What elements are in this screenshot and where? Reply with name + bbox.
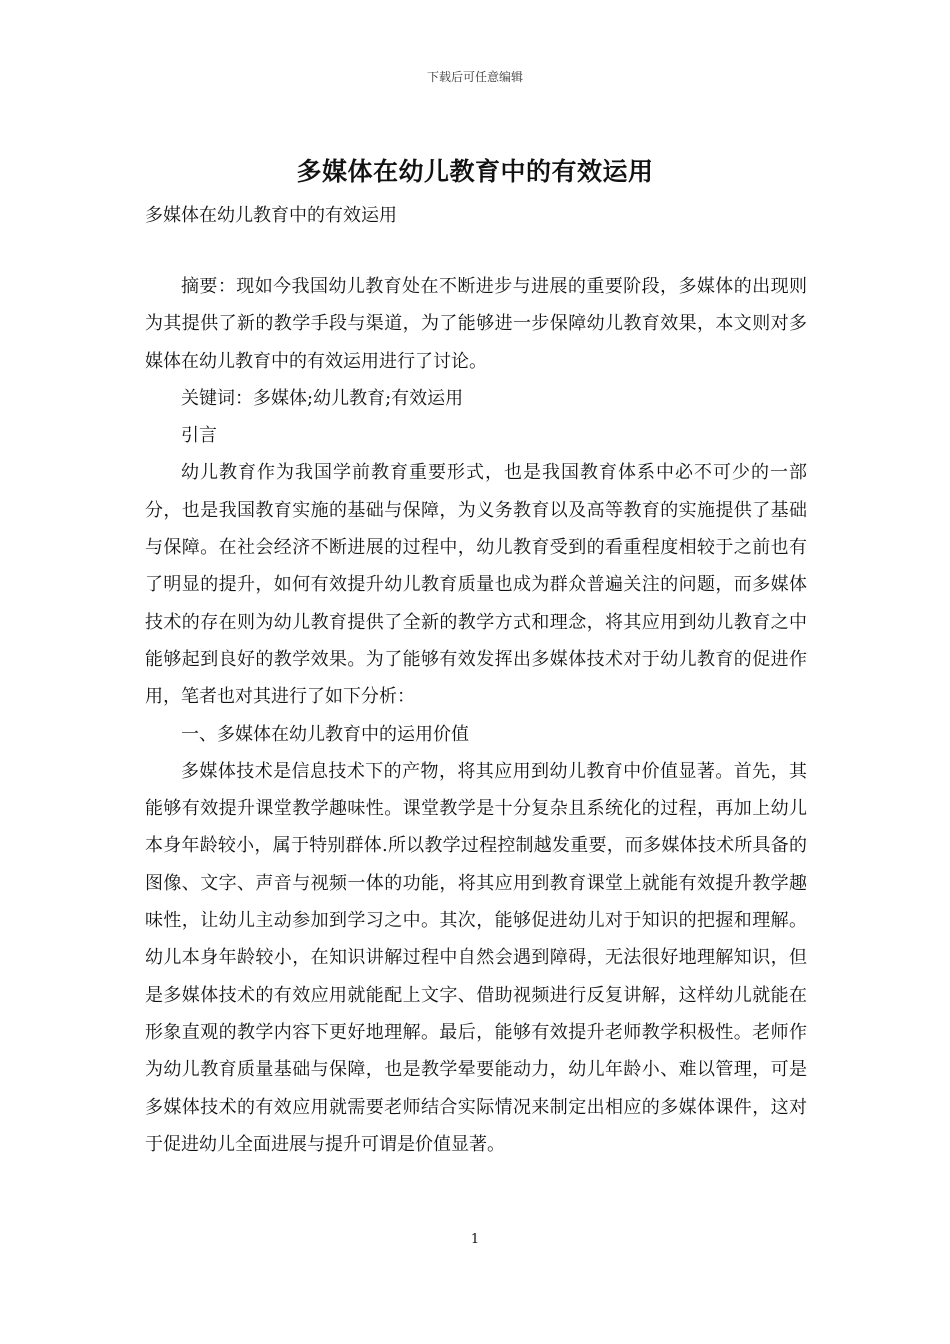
section-paragraph: 多媒体技术是信息技术下的产物，将其应用到幼儿教育中价值显著。首先，其能够有效提升课堂教学趣味性。课堂教学是十分复杂且系统化的过程，再加上幼儿本身年龄较小，属于特别群体.所以教学过程控制越发重要，而多媒体技术所具备的图像、文字、声音与视频一体的功能，将其应用到教育课堂上就能有效提升教学趣味性，让幼儿主动参加到学习之中。其次，能够促进幼儿对于知识的把握和理解。幼儿本身年龄较小，在知识讲解过程中自然会遇到障碍，无法很好地理解知识，但是多媒体技术的有效应用就能配上文字、借助视频进行反复讲解，这样幼儿就能在形象直观的教学内容下更好地理解。最后，能够有效提升老师教学积极性。老师作为幼儿教育质量基础与保障，也是教学晕要能动力，幼儿年龄小、难以管理，可是多媒体技术的有效应用就需要老师结合实际情况来制定出相应的多媒体课件，这对于促进幼儿全面进展与提升可谓是价值显著。 (145, 760, 807, 1155)
abstract-paragraph: 摘要：现如今我国幼儿教育处在不断进步与进展的重要阶段，多媒体的出现则为其提供了新的教学手段与渠道，为了能够进一步保障幼儿教育效果，本文则对多媒体在幼儿教育中的有效运用进行了讨论。 (145, 276, 807, 372)
document-subtitle: 多媒体在幼儿教育中的有效运用 (145, 205, 397, 226)
introduction-paragraph: 幼儿教育作为我国学前教育重要形式，也是我国教育体系中必不可少的一部分，也是我国教育实施的基础与保障，为义务教育以及高等教育的实施提供了基础与保障。在社会经济不断进展的过程中，幼儿教育受到的看重程度相较于之前也有了明显的提升，如何有效提升幼儿教育质量也成为群众普遍关注的问题，而多媒体技术的存在则为幼儿教育提供了全新的教学方式和理念，将其应用到幼儿教育之中能够起到良好的教学效果。为了能够有效发挥出多媒体技术对于幼儿教育的促进作用，笔者也对其进行了如下分析： (145, 462, 807, 708)
keywords-paragraph: 关键词：多媒体;幼儿教育;有效运用 (181, 387, 464, 409)
document-body (145, 268, 807, 1163)
introduction-heading: 引言 (181, 425, 217, 447)
document-title: 多媒体在幼儿教育中的有效运用 (296, 157, 654, 186)
header-note: 下载后可任意编辑 (426, 70, 523, 84)
section-heading: 一、多媒体在幼儿教育中的运用价值 (181, 723, 469, 745)
page-number: 1 (470, 1232, 480, 1247)
